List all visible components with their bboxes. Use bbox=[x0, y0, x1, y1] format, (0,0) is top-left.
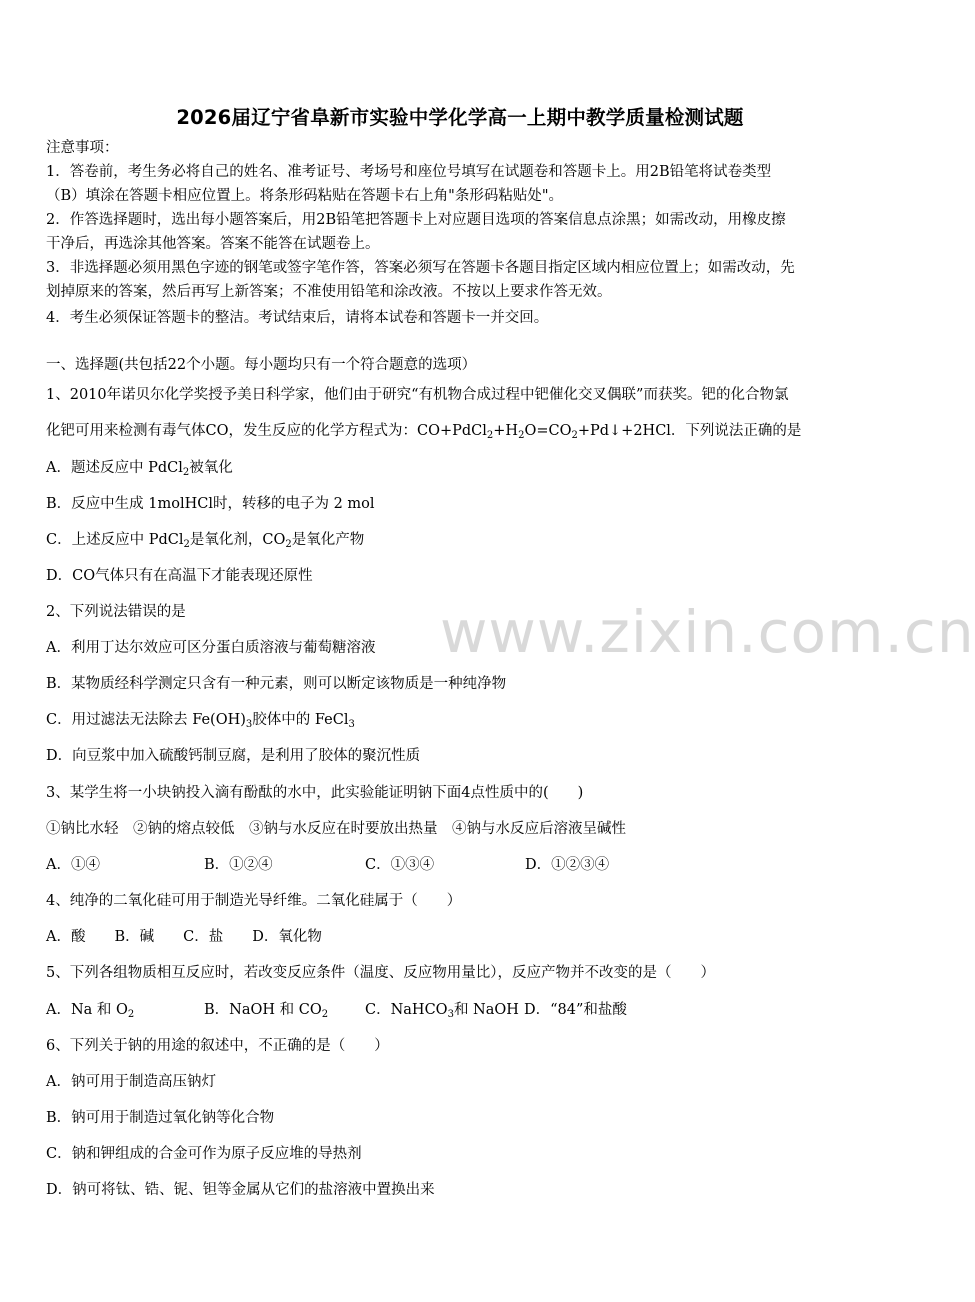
q5-option-b bbox=[204, 1000, 328, 1020]
q3-option-a: A．①④ bbox=[46, 857, 100, 873]
q5-option-d: D．“84”和盐酸 bbox=[524, 1002, 627, 1018]
subscript: 2 bbox=[571, 430, 578, 441]
subscript: 2 bbox=[127, 1009, 135, 1020]
q6-stem: 6、下列关于钠的用途的叙述中，不正确的是（ ） bbox=[46, 1038, 389, 1054]
subscript: 2 bbox=[183, 539, 190, 550]
q1-text-b: +H bbox=[493, 423, 519, 439]
option-text: 是氧化剂，CO bbox=[189, 532, 286, 548]
q4-options: A．酸 B．碱 C．盐 D．氧化物 bbox=[46, 929, 322, 945]
subscript: 2 bbox=[321, 1009, 329, 1020]
q1-stem-line-1: 1、2010年诺贝尔化学奖授予美日科学家，他们由于研究“有机物合成过程中钯催化交叉偶联”而获奖。钯的化合物氯 bbox=[46, 387, 789, 403]
option-text: B．NaOH 和 CO bbox=[204, 1002, 322, 1018]
watermark-text: www.zixin.com.cn bbox=[440, 598, 975, 666]
option-text: 是氧化产物 bbox=[291, 532, 365, 548]
option-text: C．用过滤法无法除去 Fe(OH) bbox=[46, 712, 246, 728]
q5-option-a bbox=[46, 1000, 134, 1020]
notice-line-7: 4．考生必须保证答题卡的整洁。考试结束后，请将本试卷和答题卡一并交回。 bbox=[46, 310, 549, 326]
q6-option-a: A．钠可用于制造高压钠灯 bbox=[46, 1074, 216, 1090]
q1-option-a bbox=[46, 458, 233, 478]
q2-option-c bbox=[46, 710, 355, 730]
q1-text-d: +Pd↓+2HCl．下列说法正确的是 bbox=[577, 423, 802, 439]
notice-line-6: 划掉原来的答案，然后再写上新答案；不准使用铅笔和涂改液。不按以上要求作答无效。 bbox=[46, 284, 612, 300]
q1-text-c: O=CO bbox=[524, 423, 572, 439]
subscript: 2 bbox=[285, 539, 292, 550]
q5-stem: 5、下列各组物质相互反应时，若改变反应条件（温度、反应物用量比），反应产物并不改变的是（ ） bbox=[46, 965, 715, 981]
q2-stem: 2、下列说法错误的是 bbox=[46, 604, 186, 620]
q1-stem-line-2 bbox=[46, 421, 801, 441]
q1-text-a: 化钯可用来检测有毒气体CO，发生反应的化学方程式为：CO+PdCl bbox=[46, 423, 487, 439]
q3-option-d: D．①②③④ bbox=[525, 857, 610, 873]
q3-option-b: B．①②④ bbox=[204, 857, 273, 873]
q1-option-b: B．反应中生成 1molHCl时，转移的电子为 2 mol bbox=[46, 496, 375, 512]
q2-option-a: A．利用丁达尔效应可区分蛋白质溶液与葡萄糖溶液 bbox=[46, 640, 376, 656]
option-text: 胶体中的 FeCl bbox=[252, 712, 349, 728]
q3-stem: 3、某学生将一小块钠投入滴有酚酞的水中，此实验能证明钠下面4点性质中的( ) bbox=[46, 785, 584, 801]
q4-stem: 4、纯净的二氧化硅可用于制造光导纤维。二氧化硅属于（ ） bbox=[46, 893, 462, 909]
q6-option-b: B．钠可用于制造过氧化钠等化合物 bbox=[46, 1110, 275, 1126]
notice-line-3: 2．作答选择题时，选出每小题答案后，用2B铅笔把答题卡上对应题目选项的答案信息点涂黑；如需改动，用橡皮擦 bbox=[46, 212, 786, 228]
q1-option-c bbox=[46, 530, 364, 550]
subscript: 3 bbox=[447, 1009, 454, 1020]
notice-line-4: 干净后，再选涂其他答案。答案不能答在试题卷上。 bbox=[46, 236, 380, 252]
q6-option-c: C．钠和钾组成的合金可作为原子反应堆的导热剂 bbox=[46, 1146, 362, 1162]
option-text: 被氧化 bbox=[189, 460, 233, 476]
subscript: 2 bbox=[182, 467, 190, 478]
subscript: 3 bbox=[245, 719, 253, 730]
subscript: 2 bbox=[518, 430, 525, 441]
option-text: C．上述反应中 PdCl bbox=[46, 532, 184, 548]
notice-line-5: 3．非选择题必须用黑色字迹的钢笔或签字笔作答，答案必须写在答题卡各题目指定区域内相应位置上；如需改动，先 bbox=[46, 260, 795, 276]
q6-option-d: D．钠可将钛、锆、铌、钽等金属从它们的盐溶液中置换出来 bbox=[46, 1182, 435, 1198]
subscript: 2 bbox=[486, 430, 494, 441]
option-text: A．题述反应中 PdCl bbox=[46, 460, 183, 476]
notice-heading: 注意事项： bbox=[46, 140, 119, 156]
subscript: 3 bbox=[348, 719, 355, 730]
q5-option-c bbox=[365, 1000, 519, 1020]
q3-items: ①钠比水轻 ②钠的熔点较低 ③钠与水反应在时要放出热量 ④钠与水反应后溶液呈碱性 bbox=[46, 821, 626, 837]
section-heading: 一、选择题(共包括22个小题。每小题均只有一个符合题意的选项） bbox=[46, 357, 477, 373]
q2-option-b: B．某物质经科学测定只含有一种元素，则可以断定该物质是一种纯净物 bbox=[46, 676, 507, 692]
q1-option-d: D．CO气体只有在高温下才能表现还原性 bbox=[46, 568, 313, 584]
option-text: C．NaHCO bbox=[365, 1002, 448, 1018]
notice-line-2: （B）填涂在答题卡相应位置上。将条形码粘贴在答题卡右上角"条形码粘贴处"。 bbox=[46, 188, 563, 204]
q3-option-c: C．①③④ bbox=[365, 857, 435, 873]
option-text: 和 NaOH bbox=[453, 1002, 519, 1018]
q2-option-d: D．向豆浆中加入硫酸钙制豆腐，是利用了胶体的聚沉性质 bbox=[46, 748, 421, 764]
notice-line-1: 1．答卷前，考生务必将自己的姓名、准考证号、考场号和座位号填写在试题卷和答题卡上。用2B铅笔将试卷类型 bbox=[46, 164, 772, 180]
exam-title: 2026届辽宁省阜新市实验中学化学高一上期中教学质量检测试题 bbox=[176, 106, 744, 129]
option-text: A．Na 和 O bbox=[46, 1002, 128, 1018]
